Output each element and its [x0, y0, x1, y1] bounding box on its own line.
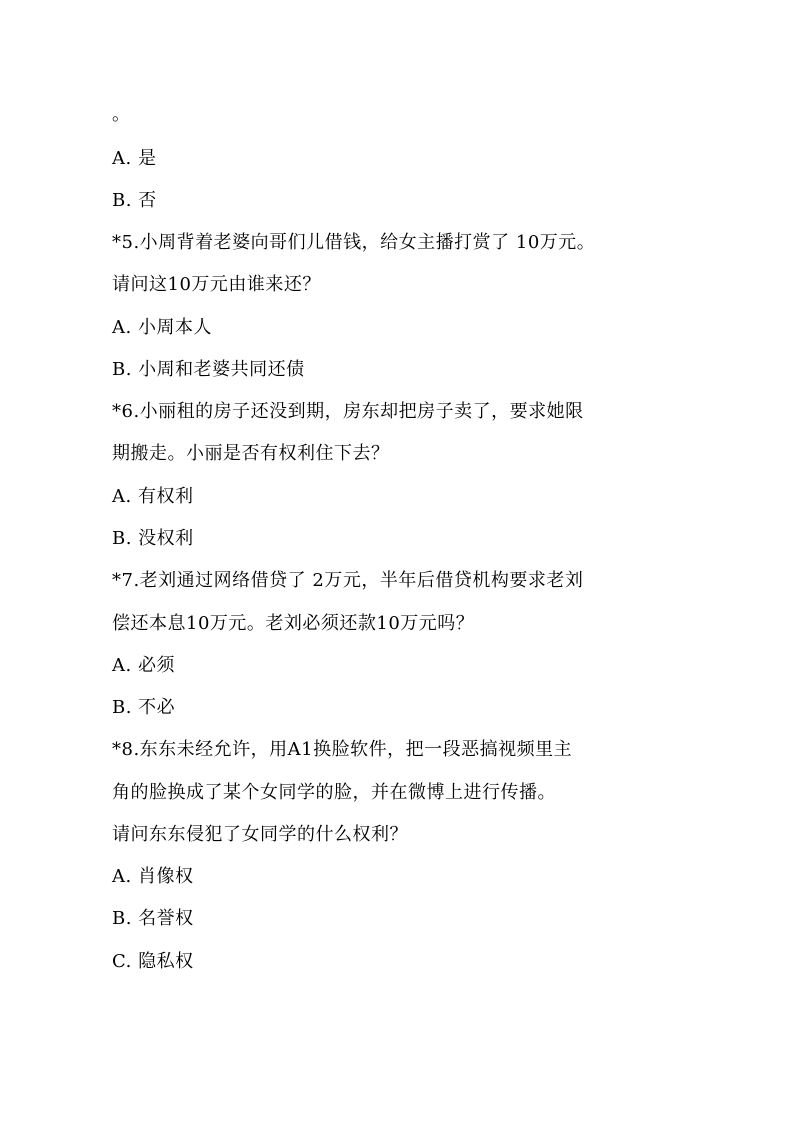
q5-option-a: A. 小周本人 — [112, 317, 212, 338]
q8-question-line-1: *8.东东未经允许，用A1换脸软件，把一段恶搞视频里主 — [112, 739, 573, 760]
q5-question-line-1: *5.小周背着老婆向哥们儿借钱，给女主播打赏了 10万元。 — [112, 232, 596, 253]
q5-question-line-2: 请问这10万元由谁来还？ — [112, 274, 321, 295]
q7-question-line-2: 偿还本息10万元。老刘必须还款10万元吗？ — [112, 613, 475, 634]
q8-question-line-2: 角的脸换成了某个女同学的脸，并在微博上进行传播。 — [112, 782, 556, 803]
q6-question-line-1: *6.小丽租的房子还没到期，房东却把房子卖了，要求她限 — [112, 401, 584, 422]
q7-option-b: B. 不必 — [112, 697, 176, 718]
q5-option-b: B. 小周和老婆共同还债 — [112, 359, 305, 380]
q7-option-a: A. 必须 — [112, 655, 175, 676]
q7-question-line-1: *7.老刘通过网络借贷了 2万元，半年后借贷机构要求老刘 — [112, 570, 584, 591]
trailing-punctuation: 。 — [112, 104, 131, 125]
q4-option-b: B. 否 — [112, 190, 157, 211]
q6-option-a: A. 有权利 — [112, 486, 194, 507]
q8-option-b: B. 名誉权 — [112, 908, 194, 929]
q8-option-a: A. 肖像权 — [112, 866, 194, 887]
q4-option-a: A. 是 — [112, 148, 157, 169]
q6-question-line-2: 期搬走。小丽是否有权利住下去？ — [112, 443, 390, 464]
q6-option-b: B. 没权利 — [112, 528, 194, 549]
q8-option-c: C. 隐私权 — [112, 951, 194, 972]
q8-question-line-3: 请问东东侵犯了女同学的什么权利？ — [112, 824, 408, 845]
